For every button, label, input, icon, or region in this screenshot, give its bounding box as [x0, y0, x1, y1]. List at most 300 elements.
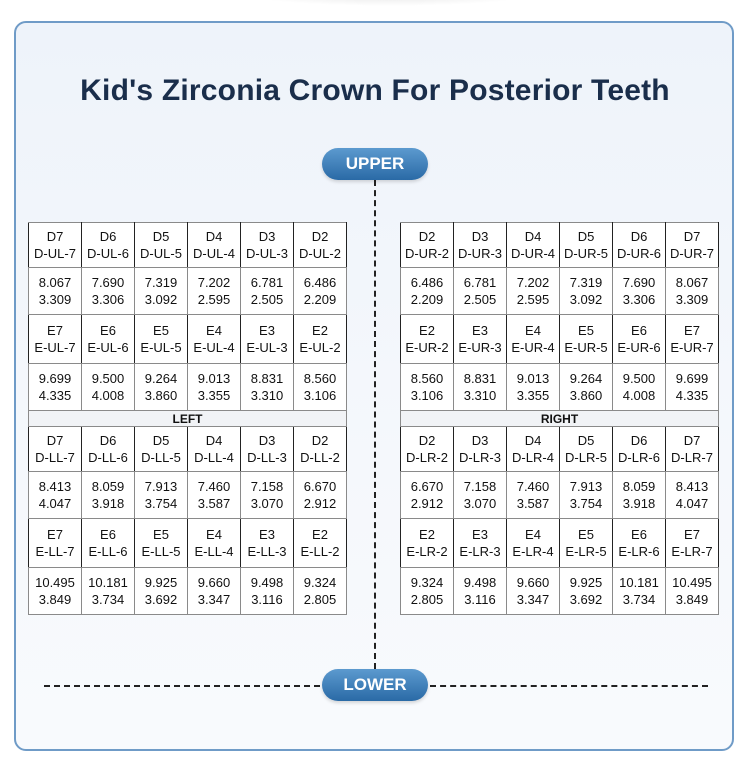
measurement-cell — [82, 268, 135, 315]
tooth-code-row — [29, 427, 347, 472]
tooth-number: E7 — [684, 527, 700, 542]
crown-code: E-LL-4 — [194, 544, 234, 559]
tooth-cell — [560, 427, 613, 472]
measurement-value-1: 7.319 — [569, 275, 603, 290]
crown-code: E-LL-7 — [35, 544, 75, 559]
measurement-value-1: 7.202 — [516, 275, 550, 290]
measurement-row — [29, 364, 347, 411]
measurement-value-2: 4.047 — [38, 496, 72, 511]
tooth-number: D5 — [577, 229, 595, 244]
tooth-code-row — [29, 519, 347, 568]
measurement-value-2: 2.805 — [303, 592, 337, 607]
measurement-cell — [241, 268, 294, 315]
crown-code: D-UR-2 — [404, 246, 450, 261]
tooth-cell — [135, 427, 188, 472]
measurement-value-1: 8.560 — [410, 371, 444, 386]
crown-code: D-LR-4 — [512, 450, 554, 465]
measurement-cell — [401, 568, 454, 615]
tooth-number: D5 — [577, 433, 595, 448]
tooth-cell — [188, 223, 241, 268]
measurement-value-2: 3.310 — [250, 388, 284, 403]
tooth-cell — [613, 427, 666, 472]
measurement-value-1: 8.413 — [675, 479, 709, 494]
measurement-value-2: 3.860 — [569, 388, 603, 403]
measurement-value-2: 3.070 — [463, 496, 497, 511]
measurement-value-1: 9.324 — [410, 575, 444, 590]
measurement-value-1: 8.560 — [303, 371, 337, 386]
measurement-value-1: 7.913 — [569, 479, 603, 494]
tooth-number: D3 — [471, 433, 489, 448]
measurement-value-1: 7.158 — [463, 479, 497, 494]
tooth-cell — [454, 223, 507, 268]
tooth-number: D7 — [46, 433, 64, 448]
measurement-value-2: 2.209 — [410, 292, 444, 307]
tooth-cell — [613, 223, 666, 268]
crown-code: D-UR-5 — [563, 246, 609, 261]
measurement-value-1: 6.781 — [250, 275, 284, 290]
measurement-cell — [135, 268, 188, 315]
measurement-value-1: 7.158 — [250, 479, 284, 494]
tooth-code-row — [401, 519, 719, 568]
tooth-number: D4 — [524, 229, 542, 244]
tooth-number: D5 — [152, 433, 170, 448]
measurement-value-1: 9.500 — [91, 371, 125, 386]
measurement-value-1: 9.013 — [197, 371, 231, 386]
crown-code: E-LL-6 — [88, 544, 128, 559]
tooth-cell — [401, 315, 454, 364]
measurement-cell — [135, 568, 188, 615]
measurement-value-1: 6.670 — [303, 479, 337, 494]
crown-code: D-LL-4 — [194, 450, 234, 465]
vertical-divider — [374, 180, 376, 669]
tooth-number: E5 — [153, 323, 169, 338]
tooth-cell — [241, 427, 294, 472]
measurement-row — [29, 568, 347, 615]
tooth-number: E2 — [419, 527, 435, 542]
tooth-cell — [82, 223, 135, 268]
measurement-value-2: 3.106 — [303, 388, 337, 403]
measurement-cell — [294, 472, 347, 519]
measurement-cell — [507, 472, 560, 519]
side-label: RIGHT — [401, 411, 719, 427]
lower-label: LOWER — [322, 669, 428, 701]
measurement-cell — [401, 364, 454, 411]
measurement-cell — [135, 364, 188, 411]
measurement-value-2: 3.692 — [569, 592, 603, 607]
measurement-value-2: 3.692 — [144, 592, 178, 607]
measurement-value-1: 7.913 — [144, 479, 178, 494]
measurement-cell — [294, 268, 347, 315]
measurement-value-1: 7.460 — [516, 479, 550, 494]
measurement-value-2: 4.008 — [91, 388, 125, 403]
crown-code: E-UL-2 — [299, 340, 341, 355]
measurement-value-1: 10.495 — [672, 575, 712, 590]
measurement-cell — [666, 268, 719, 315]
tooth-number: E7 — [684, 323, 700, 338]
measurement-value-2: 3.092 — [569, 292, 603, 307]
measurement-value-1: 8.067 — [38, 275, 72, 290]
tooth-number: E6 — [100, 323, 116, 338]
crown-code: E-UR-4 — [511, 340, 555, 355]
measurement-value-2: 3.355 — [197, 388, 231, 403]
measurement-cell — [188, 364, 241, 411]
measurement-value-1: 8.059 — [622, 479, 656, 494]
upper-label: UPPER — [322, 148, 428, 180]
tooth-number: E3 — [472, 323, 488, 338]
crown-code: D-LR-7 — [671, 450, 713, 465]
tooth-number: E3 — [259, 527, 275, 542]
measurement-row — [401, 364, 719, 411]
tooth-cell — [294, 223, 347, 268]
crown-code: E-UR-6 — [617, 340, 661, 355]
measurement-cell — [454, 472, 507, 519]
tooth-number: D7 — [46, 229, 64, 244]
measurement-value-1: 8.413 — [38, 479, 72, 494]
measurement-cell — [241, 568, 294, 615]
tooth-number: D2 — [311, 229, 329, 244]
tooth-number: D6 — [99, 433, 117, 448]
tooth-cell — [29, 315, 82, 364]
tooth-cell — [241, 315, 294, 364]
tooth-cell — [666, 223, 719, 268]
crown-code: D-UR-6 — [616, 246, 662, 261]
crown-code: D-LL-7 — [35, 450, 75, 465]
crown-code: D-UL-4 — [193, 246, 235, 261]
crown-code: E-LR-6 — [618, 544, 660, 559]
tooth-cell — [666, 519, 719, 568]
crown-code: D-LL-6 — [88, 450, 128, 465]
tooth-cell — [29, 427, 82, 472]
crown-code: E-LR-2 — [406, 544, 448, 559]
measurement-value-2: 3.347 — [516, 592, 550, 607]
measurement-value-2: 3.106 — [410, 388, 444, 403]
measurement-cell — [188, 568, 241, 615]
measurement-value-2: 3.587 — [516, 496, 550, 511]
measurement-value-1: 10.181 — [619, 575, 659, 590]
crown-code: D-UR-7 — [669, 246, 715, 261]
measurement-cell — [507, 364, 560, 411]
crown-code: E-UR-2 — [405, 340, 449, 355]
measurement-value-1: 9.699 — [675, 371, 709, 386]
tooth-number: E6 — [631, 323, 647, 338]
measurement-value-2: 4.335 — [675, 388, 709, 403]
tooth-number: D2 — [418, 229, 436, 244]
measurement-cell — [666, 568, 719, 615]
tooth-cell — [613, 519, 666, 568]
crown-code: E-LR-3 — [459, 544, 501, 559]
crown-code: D-LR-6 — [618, 450, 660, 465]
measurement-row — [401, 568, 719, 615]
measurement-cell — [294, 364, 347, 411]
measurement-cell — [560, 268, 613, 315]
tooth-number: D4 — [205, 433, 223, 448]
tooth-cell — [241, 223, 294, 268]
tooth-number: D3 — [471, 229, 489, 244]
tooth-number: D6 — [99, 229, 117, 244]
crown-code: D-UL-2 — [299, 246, 341, 261]
tooth-cell — [507, 315, 560, 364]
crown-code: D-LL-5 — [141, 450, 181, 465]
measurement-value-2: 2.595 — [516, 292, 550, 307]
measurement-cell — [29, 364, 82, 411]
measurement-value-2: 2.209 — [303, 292, 337, 307]
tooth-number: E2 — [312, 527, 328, 542]
measurement-cell — [29, 568, 82, 615]
measurement-value-2: 3.849 — [675, 592, 709, 607]
measurement-cell — [188, 268, 241, 315]
crown-code: E-UL-7 — [34, 340, 76, 355]
crown-code: E-LR-5 — [565, 544, 607, 559]
tooth-number: D5 — [152, 229, 170, 244]
tooth-number: E4 — [206, 323, 222, 338]
tooth-code-row — [29, 223, 347, 268]
tooth-number: D6 — [630, 433, 648, 448]
measurement-value-2: 3.092 — [144, 292, 178, 307]
tooth-cell — [82, 519, 135, 568]
measurement-value-2: 3.355 — [516, 388, 550, 403]
measurement-value-1: 6.486 — [303, 275, 337, 290]
measurement-value-1: 6.781 — [463, 275, 497, 290]
tooth-number: D4 — [205, 229, 223, 244]
measurement-cell — [241, 364, 294, 411]
tooth-cell — [188, 519, 241, 568]
measurement-cell — [454, 268, 507, 315]
measurement-value-2: 3.860 — [144, 388, 178, 403]
measurement-value-1: 9.264 — [569, 371, 603, 386]
crown-code: D-UR-3 — [457, 246, 503, 261]
crown-code: D-UL-6 — [87, 246, 129, 261]
measurement-value-1: 7.460 — [197, 479, 231, 494]
tooth-number: E2 — [312, 323, 328, 338]
crown-code: D-LR-5 — [565, 450, 607, 465]
tooth-number: E4 — [525, 527, 541, 542]
measurement-value-1: 9.699 — [38, 371, 72, 386]
tooth-number: E2 — [419, 323, 435, 338]
tooth-number: E3 — [259, 323, 275, 338]
tooth-number: D3 — [258, 229, 276, 244]
tooth-cell — [454, 519, 507, 568]
measurement-cell — [507, 268, 560, 315]
crown-code: E-UR-3 — [458, 340, 502, 355]
crown-code: E-UR-7 — [670, 340, 714, 355]
side-label: LEFT — [29, 411, 347, 427]
crown-code: D-UL-5 — [140, 246, 182, 261]
measurement-cell — [454, 568, 507, 615]
measurement-cell — [82, 364, 135, 411]
tooth-cell — [507, 427, 560, 472]
measurement-row — [29, 472, 347, 519]
tooth-cell — [560, 315, 613, 364]
crown-code: E-LR-4 — [512, 544, 554, 559]
measurement-value-2: 3.918 — [91, 496, 125, 511]
measurement-value-1: 9.925 — [569, 575, 603, 590]
tooth-cell — [401, 427, 454, 472]
measurement-value-1: 8.059 — [91, 479, 125, 494]
tooth-cell — [666, 315, 719, 364]
tooth-number: D2 — [418, 433, 436, 448]
tooth-number: E5 — [578, 323, 594, 338]
tooth-number: D3 — [258, 433, 276, 448]
crown-code: E-UR-5 — [564, 340, 608, 355]
measurement-cell — [613, 268, 666, 315]
measurement-cell — [666, 364, 719, 411]
tooth-number: E6 — [631, 527, 647, 542]
top-shadow — [240, 0, 540, 6]
measurement-value-1: 9.013 — [516, 371, 550, 386]
measurement-value-1: 8.831 — [463, 371, 497, 386]
crown-code: E-LR-7 — [671, 544, 713, 559]
measurement-cell — [666, 472, 719, 519]
tooth-number: D4 — [524, 433, 542, 448]
measurement-value-2: 3.306 — [622, 292, 656, 307]
crown-code: D-LL-2 — [300, 450, 340, 465]
measurement-value-1: 8.067 — [675, 275, 709, 290]
tooth-cell — [82, 315, 135, 364]
measurement-cell — [29, 472, 82, 519]
measurement-row — [401, 472, 719, 519]
measurement-cell — [135, 472, 188, 519]
measurement-value-2: 2.505 — [250, 292, 284, 307]
tooth-number: E6 — [100, 527, 116, 542]
measurement-cell — [241, 472, 294, 519]
measurement-row — [401, 268, 719, 315]
measurement-value-2: 2.805 — [410, 592, 444, 607]
measurement-value-2: 3.070 — [250, 496, 284, 511]
tooth-cell — [401, 223, 454, 268]
tooth-number: D7 — [683, 229, 701, 244]
crown-code: E-LL-5 — [141, 544, 181, 559]
measurement-value-2: 3.309 — [38, 292, 72, 307]
tooth-code-row — [401, 223, 719, 268]
horizontal-divider-left — [44, 685, 320, 687]
measurement-value-1: 10.181 — [88, 575, 128, 590]
tooth-cell — [294, 315, 347, 364]
measurement-value-2: 2.595 — [197, 292, 231, 307]
crown-code: E-LL-2 — [300, 544, 340, 559]
measurement-value-1: 8.831 — [250, 371, 284, 386]
tooth-number: E5 — [578, 527, 594, 542]
measurement-cell — [613, 364, 666, 411]
measurement-cell — [560, 568, 613, 615]
left-size-table — [28, 222, 347, 615]
tooth-cell — [294, 519, 347, 568]
crown-code: E-UL-5 — [140, 340, 182, 355]
crown-code: D-UR-4 — [510, 246, 556, 261]
crown-code: E-LL-3 — [247, 544, 287, 559]
tooth-cell — [241, 519, 294, 568]
crown-code: E-UL-3 — [246, 340, 288, 355]
tooth-number: D2 — [311, 433, 329, 448]
tooth-cell — [666, 427, 719, 472]
measurement-cell — [29, 268, 82, 315]
measurement-cell — [188, 472, 241, 519]
measurement-cell — [560, 472, 613, 519]
tooth-number: D6 — [630, 229, 648, 244]
tooth-cell — [135, 223, 188, 268]
measurement-value-2: 3.587 — [197, 496, 231, 511]
crown-code: D-LR-3 — [459, 450, 501, 465]
tooth-cell — [188, 315, 241, 364]
measurement-value-1: 9.660 — [197, 575, 231, 590]
measurement-value-2: 3.116 — [464, 592, 496, 607]
tooth-cell — [82, 427, 135, 472]
tooth-number: E7 — [47, 527, 63, 542]
measurement-value-2: 3.310 — [463, 388, 497, 403]
horizontal-divider-right — [430, 685, 708, 687]
measurement-value-2: 3.849 — [38, 592, 72, 607]
measurement-cell — [294, 568, 347, 615]
measurement-value-1: 10.495 — [35, 575, 75, 590]
tooth-cell — [188, 427, 241, 472]
measurement-value-2: 3.918 — [622, 496, 656, 511]
measurement-value-2: 3.306 — [91, 292, 125, 307]
measurement-value-2: 3.754 — [144, 496, 178, 511]
crown-code: D-LR-2 — [406, 450, 448, 465]
measurement-value-2: 3.347 — [197, 592, 231, 607]
tooth-number: E7 — [47, 323, 63, 338]
measurement-value-1: 9.324 — [303, 575, 337, 590]
measurement-value-2: 4.008 — [622, 388, 656, 403]
tooth-number: E4 — [525, 323, 541, 338]
measurement-value-1: 9.660 — [516, 575, 550, 590]
tooth-cell — [294, 427, 347, 472]
measurement-cell — [82, 472, 135, 519]
crown-code: E-UL-4 — [193, 340, 235, 355]
measurement-value-2: 4.335 — [38, 388, 72, 403]
tooth-number: E3 — [472, 527, 488, 542]
tooth-cell — [29, 519, 82, 568]
measurement-value-1: 7.319 — [144, 275, 178, 290]
measurement-value-2: 2.505 — [463, 292, 497, 307]
measurement-cell — [401, 472, 454, 519]
measurement-value-1: 9.498 — [463, 575, 497, 590]
tooth-cell — [560, 223, 613, 268]
measurement-cell — [613, 568, 666, 615]
measurement-value-2: 4.047 — [675, 496, 709, 511]
measurement-value-1: 9.498 — [250, 575, 284, 590]
measurement-cell — [560, 364, 613, 411]
crown-code: E-UL-6 — [87, 340, 129, 355]
measurement-value-2: 3.309 — [675, 292, 709, 307]
tooth-number: E4 — [206, 527, 222, 542]
crown-code: D-LL-3 — [247, 450, 287, 465]
tooth-code-row — [29, 315, 347, 364]
measurement-value-1: 6.486 — [410, 275, 444, 290]
measurement-value-1: 9.925 — [144, 575, 178, 590]
measurement-value-2: 2.912 — [410, 496, 444, 511]
measurement-value-1: 6.670 — [410, 479, 444, 494]
tooth-cell — [507, 519, 560, 568]
tooth-cell — [613, 315, 666, 364]
measurement-value-2: 3.754 — [569, 496, 603, 511]
measurement-cell — [401, 268, 454, 315]
tooth-cell — [135, 315, 188, 364]
measurement-value-2: 3.734 — [622, 592, 656, 607]
tooth-code-row — [401, 427, 719, 472]
measurement-value-2: 3.116 — [251, 592, 283, 607]
measurement-value-1: 9.500 — [622, 371, 656, 386]
tooth-number: E5 — [153, 527, 169, 542]
measurement-value-1: 7.690 — [91, 275, 125, 290]
measurement-value-2: 3.734 — [91, 592, 125, 607]
measurement-row — [29, 268, 347, 315]
measurement-cell — [613, 472, 666, 519]
tooth-cell — [454, 427, 507, 472]
measurement-value-2: 2.912 — [303, 496, 337, 511]
tooth-cell — [560, 519, 613, 568]
measurement-value-1: 7.690 — [622, 275, 656, 290]
tooth-cell — [454, 315, 507, 364]
